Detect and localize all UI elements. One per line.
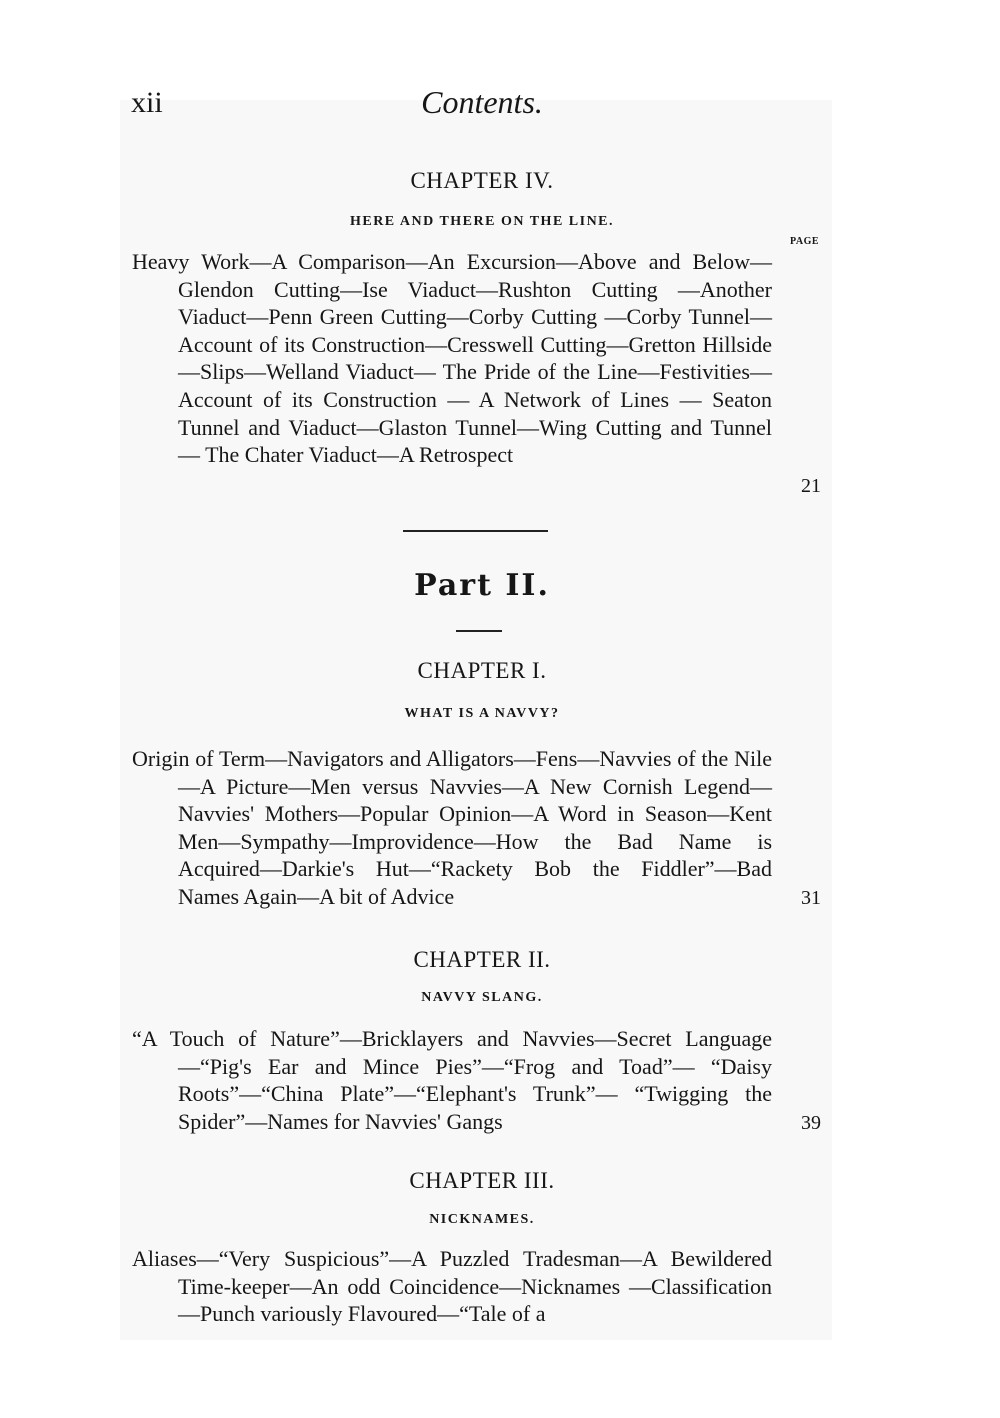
- chapter-summary: Origin of Term—Navigators and Alligators—Fens—Navvies of the Nile—A Picture—Men versus Navvies—A New Cornish Legend—Navvies' Mothers—Popular Opinion—A Word in Season—Kent Men—Sympathy—Improvidence—How the Bad Name is Acquired—Darkie's Hut—“Rackety Bob the Fiddler”—Bad Names Again—A bit of Advice: [132, 746, 772, 909]
- chapter-summary: “A Touch of Nature”—Bricklayers and Navvies—Secret Language—“Pig's Ear and Mince Pies”—“Frog and Toad”— “Daisy Roots”—“China Plate”—“Elephant's Trunk”— “Twigging the Spider”—Names for Navvies' Gangs: [132, 1026, 772, 1134]
- chapter-page-number: 21: [801, 475, 821, 497]
- part-divider: [456, 630, 502, 632]
- chapter-subtitle: WHAT IS A NAVVY?: [404, 706, 560, 721]
- running-title: Contents.: [421, 84, 543, 120]
- chapter-page-number: 39: [801, 1112, 821, 1134]
- page-folio: xii: [131, 86, 163, 119]
- chapter-summary: Aliases—“Very Suspicious”—A Puzzled Tradesman—A Bewildered Time-keeper—An odd Coincidence—Nicknames —Classification—Punch variously Flavoured—“Tale of a: [132, 1246, 772, 1327]
- chapter-subtitle: HERE AND THERE ON THE LINE.: [349, 214, 615, 229]
- chapter-subtitle: NAVVY SLANG.: [421, 990, 543, 1005]
- chapter-page-number: 31: [801, 887, 821, 909]
- chapter-heading: CHAPTER II.: [413, 947, 551, 972]
- chapter-heading: CHAPTER I.: [417, 658, 547, 683]
- chapter-heading: CHAPTER III.: [409, 1168, 555, 1193]
- section-divider: [403, 530, 548, 532]
- chapter-heading: CHAPTER IV.: [410, 168, 554, 193]
- chapter-subtitle: NICKNAMES.: [429, 1212, 535, 1227]
- part-title: Part II.: [414, 568, 550, 603]
- chapter-summary: Heavy Work—A Comparison—An Excursion—Above and Below—Glendon Cutting—Ise Viaduct—Rushton Cutting —Another Viaduct—Penn Green Cutting—Corby Cutting —Corby Tunnel—Account of its Construction—Cresswell Cutting—Gretton Hillside—Slips—Welland Viaduct— The Pride of the Line—Festivities—Account of its Construction — A Network of Lines — Seaton Tunnel and Viaduct—Glaston Tunnel—Wing Cutting and Tunnel— The Chater Viaduct—A Retrospect: [132, 249, 772, 468]
- page-column-label: PAGE: [790, 236, 820, 247]
